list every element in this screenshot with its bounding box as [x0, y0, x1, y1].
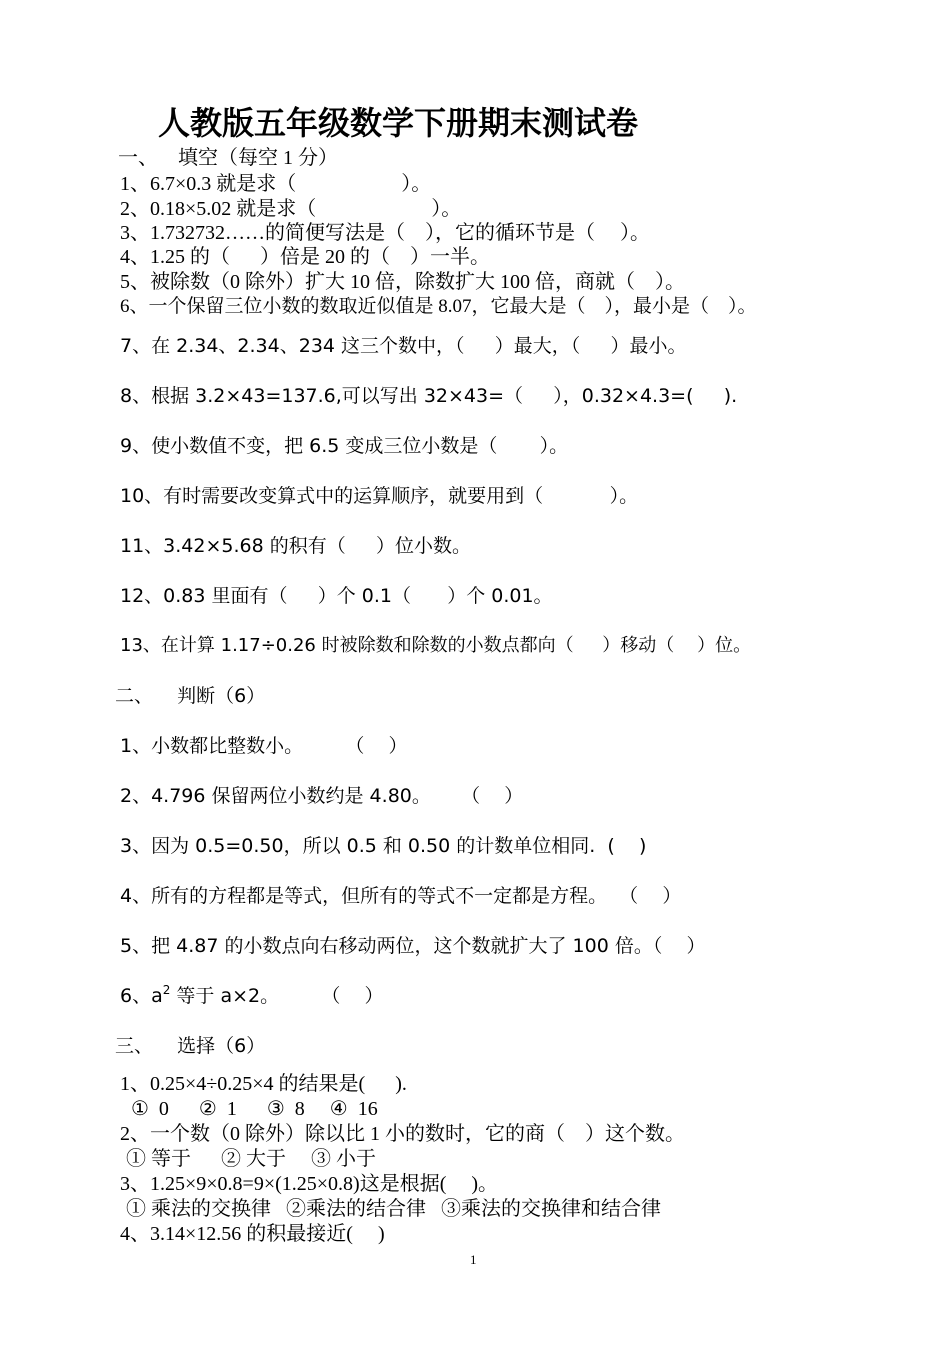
true-false-item-2: 2、4.796 保留两位小数约是 4.80。 （ ） — [120, 785, 524, 807]
fill-blank-item-7: 7、在 2.34、2.34、234 这三个数中，（ ）最大，（ ）最小。 — [120, 335, 687, 357]
section-heading-true-false: 二、 判断（6） — [115, 685, 266, 707]
fill-blank-item-3: 3、1.732732……的简便写法是（ ），它的循环节是（ ）。 — [120, 222, 650, 244]
choice-item-1: 1、0.25×4÷0.25×4 的结果是( ). — [120, 1073, 407, 1095]
fill-blank-item-2: 2、0.18×5.02 就是求（ ）。 — [120, 198, 462, 220]
fill-blank-item-13: 13、在计算 1.17÷0.26 时被除数和除数的小数点都向（ ）移动（ ）位。 — [120, 635, 752, 656]
page-title: 人教版五年级数学下册期末测试卷 — [158, 104, 639, 142]
fill-blank-item-8: 8、根据 3.2×43=137.6,可以写出 32×43=（ ），0.32×4.3=( ). — [120, 385, 738, 407]
choice-item-2-options: ① 等于 ② 大于 ③ 小于 — [126, 1148, 376, 1170]
item-6-superscript: 2 — [162, 983, 171, 997]
page-number: 1 — [470, 1252, 477, 1267]
choice-item-3-options: ① 乘法的交换律 ②乘法的结合律 ③乘法的交换律和结合律 — [126, 1198, 661, 1220]
item-6-suffix: 等于 a×2。 （ ） — [170, 985, 384, 1007]
fill-blank-item-4: 4、1.25 的（ ）倍是 20 的（ ）一半。 — [120, 246, 490, 268]
fill-blank-item-5: 5、被除数（0 除外）扩大 10 倍，除数扩大 100 倍，商就（ ）。 — [120, 271, 685, 293]
true-false-item-1: 1、小数都比整数小。 （ ） — [120, 735, 408, 757]
true-false-item-6 — [120, 984, 384, 1008]
section-heading-multiple-choice: 三、 选择（6） — [115, 1035, 266, 1057]
true-false-item-5: 5、把 4.87 的小数点向右移动两位，这个数就扩大了 100 倍。（ ） — [120, 935, 706, 957]
true-false-item-3: 3、因为 0.5=0.50，所以 0.5 和 0.50 的计数单位相同. ( ) — [120, 835, 647, 857]
fill-blank-item-6: 6、一个保留三位小数的数取近似值是 8.07，它最大是（ ），最小是（ ）。 — [120, 296, 757, 317]
fill-blank-item-1: 1、6.7×0.3 就是求（ ）。 — [120, 173, 432, 195]
choice-item-4: 4、3.14×12.56 的积最接近( ) — [120, 1223, 385, 1245]
item-6-prefix: 6、a — [120, 985, 163, 1007]
choice-item-2: 2、一个数（0 除外）除以比 1 小的数时，它的商（ ）这个数。 — [120, 1123, 685, 1145]
section-heading-fill-blank: 一、 填空（每空 1 分） — [118, 147, 338, 169]
choice-item-1-options: ① 0 ② 1 ③ 8 ④ 16 — [126, 1098, 378, 1120]
choice-item-3: 3、1.25×9×0.8=9×(1.25×0.8)这是根据( )。 — [120, 1173, 499, 1195]
fill-blank-item-11: 11、3.42×5.68 的积有（ ）位小数。 — [120, 535, 471, 557]
fill-blank-item-10: 10、有时需要改变算式中的运算顺序，就要用到（ ）。 — [120, 485, 639, 507]
true-false-item-4: 4、所有的方程都是等式，但所有的等式不一定都是方程。 （ ） — [120, 885, 682, 907]
fill-blank-item-12: 12、0.83 里面有（ ）个 0.1（ ）个 0.01。 — [120, 585, 553, 607]
fill-blank-item-9: 9、使小数值不变，把 6.5 变成三位小数是（ ）。 — [120, 435, 569, 457]
